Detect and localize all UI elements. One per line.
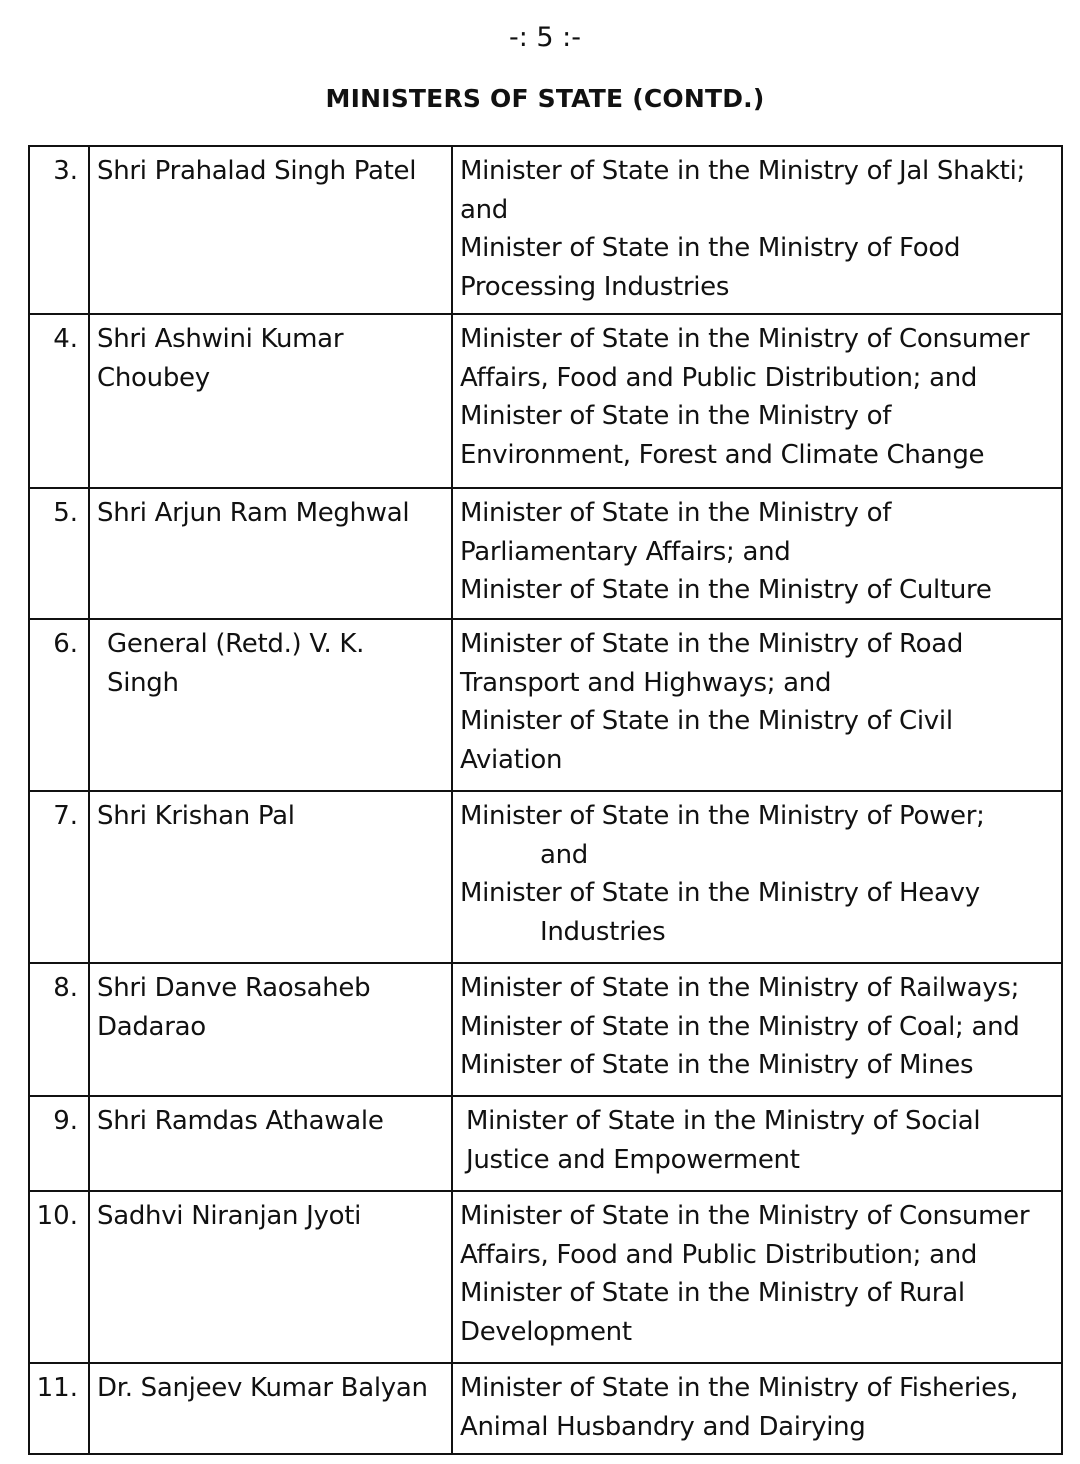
serial-number: 6. <box>29 619 89 791</box>
portfolio <box>452 488 1062 619</box>
minister-name <box>89 1096 452 1191</box>
serial-number: 5. <box>29 488 89 619</box>
portfolio-line: Environment, Forest and Climate Change <box>460 439 985 470</box>
portfolio-line: Affairs, Food and Public Distribution; and <box>460 362 978 393</box>
name-line: Shri Prahalad Singh Patel <box>97 156 417 186</box>
portfolio <box>452 791 1062 963</box>
page-title: MINISTERS OF STATE (CONTD.) <box>325 84 765 113</box>
portfolio-line: and <box>460 194 509 225</box>
name-line: Choubey <box>97 362 210 393</box>
portfolio-line: Minister of State in the Ministry of Fisheries, <box>460 1373 1019 1403</box>
portfolio-line: Minister of State in the Ministry of Food <box>460 233 961 263</box>
minister-name <box>89 963 452 1096</box>
portfolio-line: Parliamentary Affairs; and <box>460 536 791 567</box>
serial-number: 4. <box>29 314 89 488</box>
portfolio-line: Minister of State in the Ministry of Rural <box>460 1278 965 1308</box>
minister-name <box>89 619 452 791</box>
page-number: -: 5 :- <box>508 22 582 53</box>
serial-number: 8. <box>29 963 89 1096</box>
name-line: Shri Krishan Pal <box>97 801 295 831</box>
portfolio-line: Animal Husbandry and Dairying <box>460 1411 866 1442</box>
portfolio-line: Minister of State in the Ministry of <box>460 401 892 431</box>
portfolio-line: Minister of State in the Ministry of Mines <box>460 1050 974 1080</box>
table-row <box>29 146 1062 314</box>
table-row <box>29 314 1062 488</box>
portfolio-line: Transport and Highways; and <box>460 667 832 698</box>
portfolio-line: Processing Industries <box>460 271 730 302</box>
portfolio-line: Industries <box>540 916 666 947</box>
serial-number: 3. <box>29 146 89 314</box>
minister-name <box>89 314 452 488</box>
table-row <box>29 1096 1062 1191</box>
table-row <box>29 963 1062 1096</box>
portfolio-line: Affairs, Food and Public Distribution; and <box>460 1239 978 1270</box>
portfolio-line: Minister of State in the Ministry of Culture <box>460 575 992 605</box>
minister-name <box>89 1191 452 1363</box>
portfolio-line: Minister of State in the Ministry of <box>460 498 892 528</box>
name-line: Sadhvi Niranjan Jyoti <box>97 1201 362 1231</box>
portfolio-line: Minister of State in the Ministry of Power; <box>460 801 985 831</box>
portfolio-line: and <box>540 839 589 870</box>
serial-number: 9. <box>29 1096 89 1191</box>
minister-name <box>89 791 452 963</box>
minister-name <box>89 488 452 619</box>
minister-name <box>89 1363 452 1454</box>
serial-number: 11. <box>29 1363 89 1454</box>
portfolio-line: Aviation <box>460 744 563 775</box>
serial-number: 10. <box>29 1191 89 1363</box>
portfolio-line: Justice and Empowerment <box>466 1144 800 1175</box>
portfolio-line: Minister of State in the Ministry of Consumer <box>460 324 1030 354</box>
name-line: Singh <box>107 667 179 698</box>
table-row <box>29 1363 1062 1454</box>
portfolio-line: Minister of State in the Ministry of Road <box>460 629 964 659</box>
portfolio <box>452 314 1062 488</box>
table-row <box>29 619 1062 791</box>
table-row <box>29 488 1062 619</box>
minister-name <box>89 146 452 314</box>
name-line: General (Retd.) V. K. <box>107 629 365 659</box>
name-line: Shri Ramdas Athawale <box>97 1106 384 1136</box>
portfolio <box>452 1363 1062 1454</box>
portfolio-line: Minister of State in the Ministry of Consumer <box>460 1201 1030 1231</box>
portfolio-line: Minister of State in the Ministry of Jal Shakti; <box>460 156 1025 186</box>
portfolio-line: Minister of State in the Ministry of Social <box>466 1106 981 1136</box>
portfolio-line: Minister of State in the Ministry of Railways; <box>460 973 1020 1003</box>
portfolio-line: Minister of State in the Ministry of Coal; and <box>460 1011 1020 1042</box>
serial-number: 7. <box>29 791 89 963</box>
portfolio-line: Minister of State in the Ministry of Civil <box>460 706 953 736</box>
ministers-table <box>28 145 1063 1455</box>
portfolio-line: Development <box>460 1316 632 1347</box>
portfolio <box>452 1096 1062 1191</box>
name-line: Shri Danve Raosaheb <box>97 973 371 1003</box>
portfolio <box>452 963 1062 1096</box>
portfolio-line: Minister of State in the Ministry of Heavy <box>460 878 980 908</box>
name-line: Shri Arjun Ram Meghwal <box>97 498 410 528</box>
portfolio <box>452 619 1062 791</box>
table-row <box>29 1191 1062 1363</box>
name-line: Dadarao <box>97 1011 206 1042</box>
name-line: Shri Ashwini Kumar <box>97 324 344 354</box>
portfolio <box>452 146 1062 314</box>
name-line: Dr. Sanjeev Kumar Balyan <box>97 1373 428 1403</box>
table-row <box>29 791 1062 963</box>
portfolio <box>452 1191 1062 1363</box>
